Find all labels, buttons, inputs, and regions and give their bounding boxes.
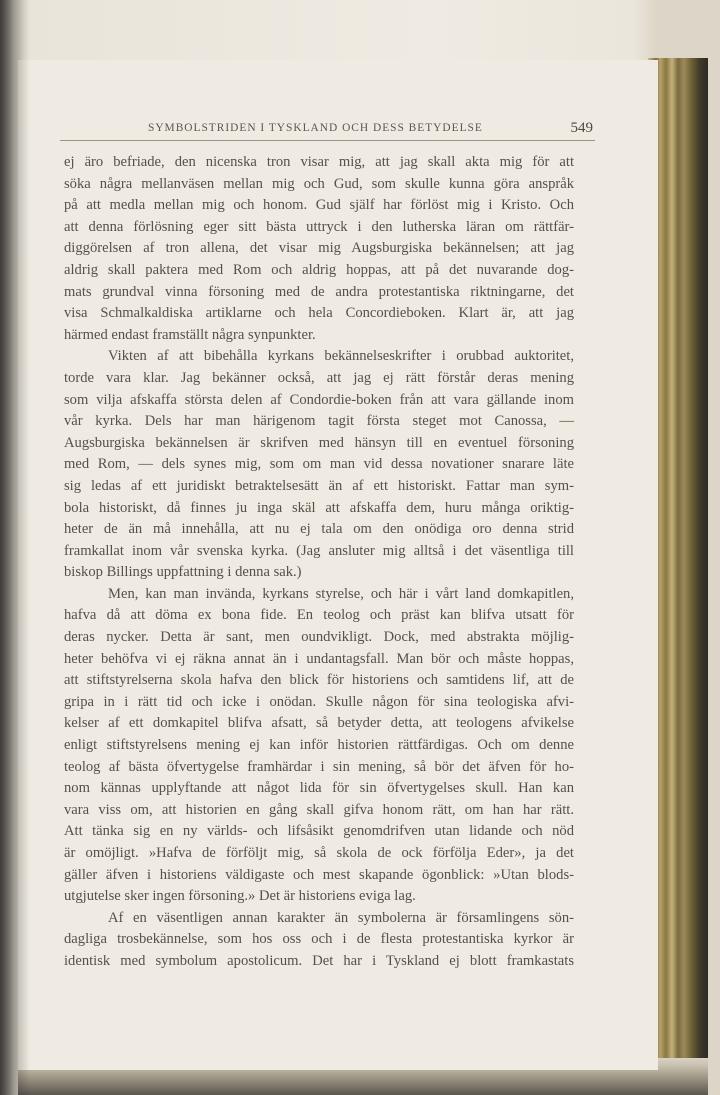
text-line: vår kyrka. Dels har man härigenom tagit första steget mot Canossa, — [64,413,574,430]
text-line: på att medla mellan mig och honom. Gud själf har förlöst mig i Kristo. Och [64,197,574,214]
text-line: att denna förlösning eger sitt bästa uttryck i den lutherska läran om rättfär- [64,218,574,235]
text-line: vara viss om, att historien en gång skall gifva honom rätt, om han har rätt. [64,801,574,818]
text-line: mats grundval vinna försoning med de andra protestantiska riktningarne, det [64,283,574,300]
text-line: som vilja afskaffa största delen af Condordie-boken från att vara gällande inom [64,391,574,408]
text-line: Vikten af att bibehålla kyrkans bekännelseskrifter i orubbad auktoritet, [108,348,574,365]
text-line: är omöjligt. »Hafva de förföljt mig, så skola de ock förfölja Eder», ja det [64,845,574,861]
text-line: gripa in i rätt tid och icke i onödan. Skulle någon för sina teologiska afvi- [64,693,574,710]
text-line: heter behöfva vi ej räkna annat än i undantagsfall. Man bör och måste hoppas, [64,650,574,667]
body-text [64,152,574,973]
text-line: gäller äfven i historiens väldigaste och mest skapande ögonblick: »Utan blods- [64,866,574,883]
text-line: Att tänka sig en ny världs- och lifsåsikt genomdrifven utan lidande och nöd [64,823,574,840]
text-line: utgjutelse sker ingen försoning.» Det är historiens eviga lag. [64,888,416,905]
text-line: hafva då att döma ex bona fide. En teolog och präst kan blifva utsatt för [64,607,574,624]
text-line: att stiftstyrelserna skola hafva den blick för historiens och samtidens lif, att de [64,672,574,689]
text-line: dagliga trosbekännelse, som hos oss och i de flesta protestantiska kyrkor är [64,931,574,948]
text-line: deras nycker. Detta är sant, men oundvikligt. Dock, med abstrakta möjlig- [64,629,574,646]
text-line: med Rom, — dels synes mig, som om man vid dessa novationer snarare läte [64,456,574,473]
page-number: 549 [570,120,593,136]
text-line: kelser af ett domkapitel blifva afsatt, så betyder detta, att teologens afvikelse [64,715,574,732]
text-line: Men, kan man invända, kyrkans styrelse, och här i vårt land domkapitlen, [108,585,574,602]
text-line: söka några mellanväsen mellan mig och Gud, som skulle kunna göra anspråk [64,175,574,192]
text-line: aldrig skall paktera med Rom och aldrig hoppas, att på det nuvarande dog- [64,261,574,278]
text-line: diggörelsen af tron allena, det visar mig Augsburgiska bekännelsen; att jag [64,240,574,257]
text-line: sig ledas af ett juridiskt betraktelsesätt än af ett historiskt. Fattar man sym- [64,477,574,494]
text-line: visa Schmalkaldiska artiklarne och hela Concordieboken. Klart är, att jag [64,305,574,322]
spine-shadow [0,0,30,1095]
text-line: härmed endast framställt några synpunkter. [64,326,316,343]
text-line: torde vara klar. Jag bekänner också, att jag ej rätt förstår deras mening [64,369,574,386]
text-line: enligt stiftstyrelsens mening ej kan inför historien rättfärdigas. Och om denne [64,737,574,754]
text-line: heter de än må innehålla, att nu ej tala om den onödiga oro denna strid [64,521,574,538]
text-line: Augsburgiska bekännelsen är skrifven med hänsyn till en eventuel försoning [64,434,574,451]
text-line: biskop Billings uppfattning i denna sak.) [64,564,302,581]
text-line: bola historiskt, då finnes ju inga skäl att afskaffa dem, huru många oriktig- [64,499,574,516]
text-line: framkallat inom vår svenska kyrka. (Jag ansluter mig alltså i det väsentliga till [64,542,574,559]
text-line: identisk med symbolum apostolicum. Det har i Tyskland ej blott framkastats [64,952,574,969]
running-head [60,118,595,141]
text-line: ej äro befriade, den nicenska tron visar mig, att jag skall akta mig för att [64,154,574,170]
text-line: nom kännas upplyftande att något lida för sin öfvertygelses skull. Han kan [64,780,574,797]
running-title: SYMBOLSTRIDEN I TYSKLAND OCH DESS BETYDELSE [148,122,483,134]
text-line: Af en väsentligen annan karakter än symbolerna är församlingens sön- [108,909,574,926]
text-line: teolog af bästa öfvertygelse framhärdar i sin mening, så bör det äfven för ho- [64,758,574,775]
